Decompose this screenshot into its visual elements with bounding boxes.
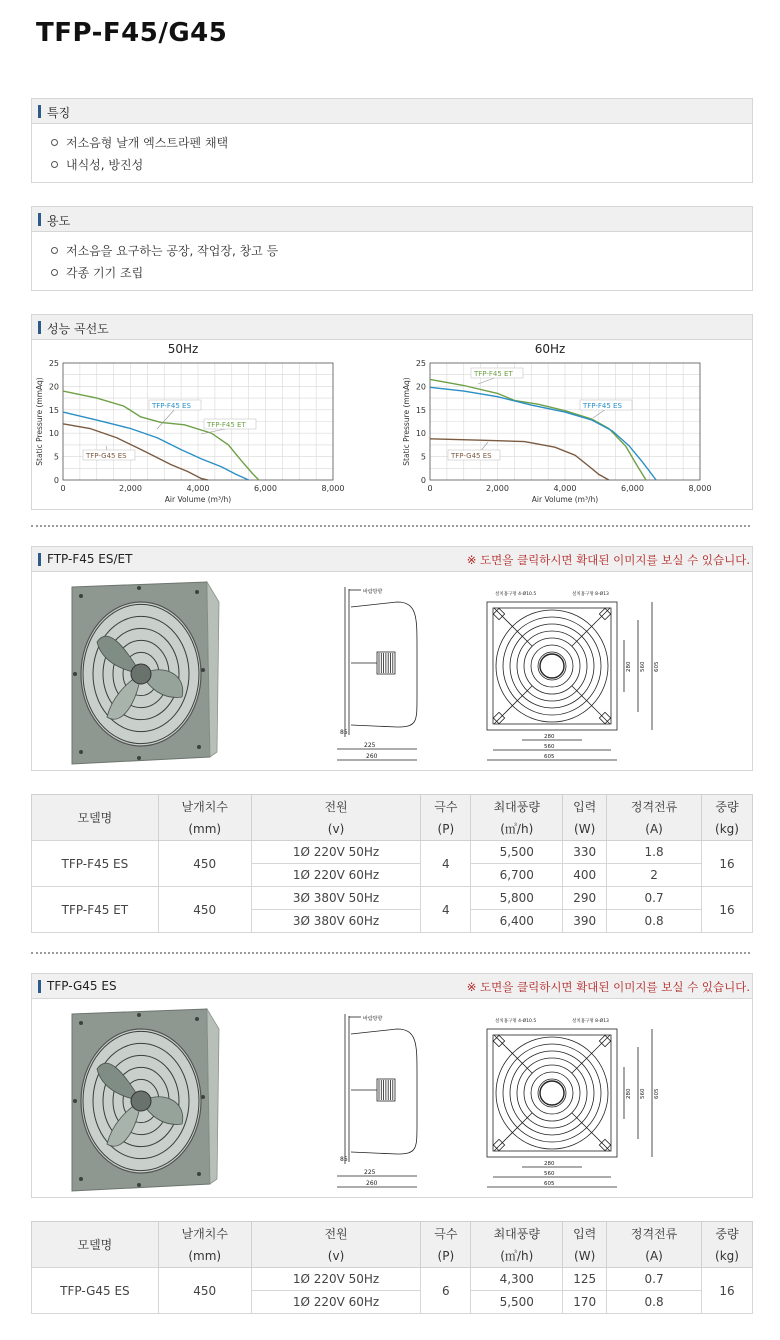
performance-header	[32, 315, 752, 340]
front-spoke	[494, 686, 532, 724]
drawing-header-f45	[32, 547, 752, 572]
cell-weight: 16	[701, 1268, 752, 1314]
y-tick-label: 15	[48, 405, 59, 415]
mount-hole	[493, 1035, 504, 1046]
hole-label: 설치홈구멍 4-Ø10.5	[495, 1019, 537, 1024]
dim-label: 280	[544, 1161, 555, 1167]
col-air: 최대풍량	[471, 795, 563, 818]
divider	[31, 525, 750, 527]
col-power: 전원	[251, 1222, 421, 1245]
unit-weight: (kg)	[701, 1245, 752, 1268]
spec-table-g45	[31, 1221, 753, 1314]
fan-bolt	[79, 1177, 83, 1181]
x-tick-label: 8,000	[688, 484, 712, 493]
drawing-header-g45	[32, 974, 752, 999]
dim-label: 605	[544, 754, 555, 760]
front-spoke	[494, 1035, 532, 1073]
series-line	[430, 379, 646, 480]
cell-model: TFP-F45 ES	[32, 841, 159, 887]
col-current: 정격전류	[607, 1222, 702, 1245]
y-tick-label: 25	[48, 359, 59, 368]
col-current: 정격전류	[607, 795, 702, 818]
series-label: TFP-F45 ES	[583, 402, 622, 410]
cell-power: 3Ø 380V 60Hz	[251, 910, 421, 933]
header-bar	[38, 321, 41, 334]
dim-label: 560	[544, 1171, 555, 1177]
table-row	[32, 887, 753, 910]
col-air: 최대풍량	[471, 1222, 563, 1245]
list-item: 저소음을 요구하는 공장, 작업장, 창고 등	[50, 240, 752, 262]
drawing-heading: TFP-G45 ES	[47, 979, 117, 993]
divider	[31, 952, 750, 954]
mount-hole	[493, 608, 504, 619]
fan-bolt	[195, 590, 199, 594]
header-bar	[38, 105, 41, 118]
chart-60hz	[398, 338, 752, 508]
x-tick-label: 6,000	[621, 484, 644, 493]
airflow-label: 바람방향	[363, 1016, 383, 1022]
mount-hole	[599, 1035, 610, 1046]
features-heading: 특징	[47, 106, 71, 120]
front-spoke	[494, 1113, 532, 1151]
col-weight: 중량	[701, 1222, 752, 1245]
y-axis-label: Static Pressure (mmAq)	[402, 377, 411, 466]
col-weight: 중량	[701, 795, 752, 818]
label-leader	[157, 409, 175, 429]
cell-current: 0.8	[607, 1291, 702, 1314]
col-blade: 날개치수	[158, 795, 251, 818]
side-guard	[351, 1029, 417, 1154]
cell-power: 1Ø 220V 60Hz	[251, 864, 421, 887]
unit-blade: (mm)	[158, 818, 251, 841]
col-input: 입력	[563, 1222, 607, 1245]
cell-blade: 450	[158, 887, 251, 933]
dim-label: 260	[366, 1180, 378, 1187]
front-frame-inner	[493, 608, 611, 724]
mount-hole	[599, 712, 610, 723]
dim-label: 560	[640, 1088, 646, 1099]
cell-weight: 16	[701, 887, 752, 933]
cell-power: 1Ø 220V 50Hz	[251, 841, 421, 864]
cell-current: 0.8	[607, 910, 702, 933]
zoom-note[interactable]: ※ 도면을 클릭하시면 확대된 이미지를 보실 수 있습니다.	[466, 980, 750, 994]
cell-air: 6,400	[471, 910, 563, 933]
dim-label: 605	[544, 1181, 555, 1187]
unit-poles: (P)	[421, 1245, 471, 1268]
mount-hole	[493, 1139, 504, 1150]
series-label: TFP-F45 ES	[152, 402, 191, 410]
cell-air: 5,800	[471, 887, 563, 910]
cell-air: 6,700	[471, 864, 563, 887]
cell-poles: 4	[421, 887, 471, 933]
col-power: 전원	[251, 795, 421, 818]
series-label: TFP-G45 ES	[451, 452, 492, 460]
cell-current: 2	[607, 864, 702, 887]
chart-50hz	[31, 338, 391, 508]
x-axis-label: Air Volume (m³/h)	[164, 495, 232, 504]
fan-side-view	[337, 1014, 417, 1187]
front-frame	[487, 1029, 617, 1157]
fan-side-view	[337, 587, 417, 760]
features-header	[32, 99, 752, 124]
x-tick-label: 2,000	[486, 484, 509, 493]
cell-air: 5,500	[471, 1291, 563, 1314]
y-tick-label: 0	[420, 476, 426, 485]
chart-title: 50Hz	[167, 342, 199, 356]
features-list	[32, 124, 752, 176]
x-tick-label: 4,000	[553, 484, 577, 493]
dim-label: 560	[544, 744, 555, 750]
y-tick-label: 5	[420, 452, 426, 462]
x-tick-label: 8,000	[321, 484, 345, 493]
col-input: 입력	[563, 795, 607, 818]
side-guard	[351, 602, 417, 727]
cell-input: 330	[563, 841, 607, 864]
dim-label: 605	[654, 1088, 660, 1099]
y-tick-label: 10	[48, 429, 59, 439]
cell-input: 400	[563, 864, 607, 887]
unit-input: (W)	[563, 1245, 607, 1268]
unit-current: (A)	[607, 818, 702, 841]
front-guard-ring	[538, 652, 566, 680]
cell-power: 1Ø 220V 50Hz	[251, 1268, 421, 1291]
fan-bolt	[137, 1013, 141, 1017]
unit-poles: (P)	[421, 818, 471, 841]
front-hub	[540, 654, 564, 678]
fan-bolt	[73, 672, 77, 676]
cell-power: 1Ø 220V 60Hz	[251, 1291, 421, 1314]
dim-label: 280	[626, 1088, 632, 1099]
unit-weight: (kg)	[701, 818, 752, 841]
list-item: 내식성, 방진성	[50, 154, 752, 176]
x-tick-label: 6,000	[254, 484, 277, 493]
front-spoke	[572, 1035, 610, 1073]
front-guard-ring	[531, 1072, 573, 1114]
cell-poles: 4	[421, 841, 471, 887]
front-guard-ring	[524, 1065, 580, 1121]
front-spoke	[572, 608, 610, 646]
cell-blade: 450	[158, 841, 251, 887]
series-label: TFP-F45 ET	[474, 370, 513, 378]
front-spoke	[572, 686, 610, 724]
hole-label: 설치홈구멍 8-Ø13	[572, 592, 609, 597]
cell-input: 390	[563, 910, 607, 933]
y-tick-label: 25	[415, 359, 426, 368]
hole-label: 설치홈구멍 8-Ø13	[572, 1019, 609, 1024]
cell-input: 125	[563, 1268, 607, 1291]
hole-label: 설치홈구멍 4-Ø10.5	[495, 592, 537, 597]
y-axis-label: Static Pressure (mmAq)	[35, 377, 44, 466]
page-title: TFP-F45/G45	[36, 18, 228, 48]
front-spoke	[494, 608, 532, 646]
x-axis-label: Air Volume (m³/h)	[531, 495, 599, 504]
usage-heading: 용도	[47, 214, 71, 228]
list-item: 각종 기기 조립	[50, 262, 752, 284]
header-bar	[38, 980, 41, 993]
unit-blade: (mm)	[158, 1245, 251, 1268]
cell-power: 3Ø 380V 50Hz	[251, 887, 421, 910]
fan-bolt	[137, 586, 141, 590]
fan-bolt	[79, 594, 83, 598]
fan-front-view	[487, 590, 660, 760]
unit-current: (A)	[607, 1245, 702, 1268]
cell-weight: 16	[701, 841, 752, 887]
series-label: TFP-F45 ET	[207, 421, 246, 429]
fan-photo	[72, 582, 219, 764]
fan-bolt	[195, 1017, 199, 1021]
cell-current: 0.7	[607, 887, 702, 910]
col-poles: 극수	[421, 1222, 471, 1245]
dim-label: 85	[340, 729, 348, 736]
col-model: 모델명	[32, 1222, 159, 1268]
unit-air: (㎥/h)	[471, 818, 563, 841]
fan-photo	[72, 1009, 219, 1191]
dim-label: 605	[654, 661, 660, 672]
cell-input: 170	[563, 1291, 607, 1314]
y-tick-label: 20	[415, 382, 426, 392]
fan-bolt	[79, 750, 83, 754]
usage-box	[31, 206, 753, 291]
dim-label: 260	[366, 753, 378, 760]
unit-power: (v)	[251, 1245, 421, 1268]
dim-label: 225	[364, 1169, 376, 1176]
mount-hole	[493, 712, 504, 723]
mount-hole	[599, 1139, 610, 1150]
fan-bolt	[201, 668, 205, 672]
front-guard-ring	[524, 638, 580, 694]
front-frame-inner	[493, 1035, 611, 1151]
front-guard-ring	[538, 1079, 566, 1107]
fan-bolt	[197, 745, 201, 749]
col-blade: 날개치수	[158, 1222, 251, 1245]
zoom-note[interactable]: ※ 도면을 클릭하시면 확대된 이미지를 보실 수 있습니다.	[466, 553, 750, 567]
dim-label: 225	[364, 742, 376, 749]
fan-bolt	[201, 1095, 205, 1099]
cell-blade: 450	[158, 1268, 251, 1314]
cell-model: TFP-G45 ES	[32, 1268, 159, 1314]
drawing-heading: FTP-F45 ES/ET	[47, 552, 133, 566]
cell-air: 4,300	[471, 1268, 563, 1291]
cell-current: 0.7	[607, 1268, 702, 1291]
header-bar	[38, 553, 41, 566]
fan-hub	[131, 664, 151, 684]
front-guard-ring	[531, 645, 573, 687]
fan-front-view	[487, 1017, 660, 1187]
x-tick-label: 0	[427, 484, 433, 493]
y-tick-label: 5	[53, 452, 59, 462]
front-spoke	[572, 1113, 610, 1151]
y-tick-label: 15	[415, 405, 426, 415]
usage-list	[32, 232, 752, 284]
features-box	[31, 98, 753, 183]
dim-label: 280	[626, 661, 632, 672]
cell-poles: 6	[421, 1268, 471, 1314]
spec-table-f45	[31, 794, 753, 933]
usage-header	[32, 207, 752, 232]
mount-hole	[599, 608, 610, 619]
fan-bolt	[73, 1099, 77, 1103]
cell-model: TFP-F45 ET	[32, 887, 159, 933]
dim-label: 560	[640, 661, 646, 672]
cell-input: 290	[563, 887, 607, 910]
unit-air: (㎥/h)	[471, 1245, 563, 1268]
cell-air: 5,500	[471, 841, 563, 864]
cell-current: 1.8	[607, 841, 702, 864]
label-leader	[593, 409, 606, 418]
y-tick-label: 10	[415, 429, 426, 439]
header-bar	[38, 213, 41, 226]
unit-input: (W)	[563, 818, 607, 841]
fan-hub	[131, 1091, 151, 1111]
chart-title: 60Hz	[534, 342, 566, 356]
y-tick-label: 20	[48, 382, 59, 392]
fan-bolt	[137, 756, 141, 760]
performance-heading: 성능 곡선도	[47, 322, 109, 336]
list-item: 저소음형 날개 엑스트라펜 채택	[50, 132, 752, 154]
x-tick-label: 0	[60, 484, 66, 493]
unit-power: (v)	[251, 818, 421, 841]
fan-bolt	[79, 1021, 83, 1025]
x-tick-label: 4,000	[186, 484, 210, 493]
fan-bolt	[137, 1183, 141, 1187]
fan-drawings-f45[interactable]	[32, 572, 752, 770]
col-model: 모델명	[32, 795, 159, 841]
front-hub	[540, 1081, 564, 1105]
fan-bolt	[197, 1172, 201, 1176]
dim-label: 85	[340, 1156, 348, 1163]
front-frame	[487, 602, 617, 730]
series-label: TFP-G45 ES	[86, 452, 127, 460]
table-row	[32, 1268, 753, 1291]
x-tick-label: 2,000	[119, 484, 142, 493]
col-poles: 극수	[421, 795, 471, 818]
y-tick-label: 0	[53, 476, 59, 485]
table-row	[32, 841, 753, 864]
airflow-label: 바람방향	[363, 589, 383, 595]
dim-label: 280	[544, 734, 555, 740]
fan-drawings-g45[interactable]	[32, 999, 752, 1197]
